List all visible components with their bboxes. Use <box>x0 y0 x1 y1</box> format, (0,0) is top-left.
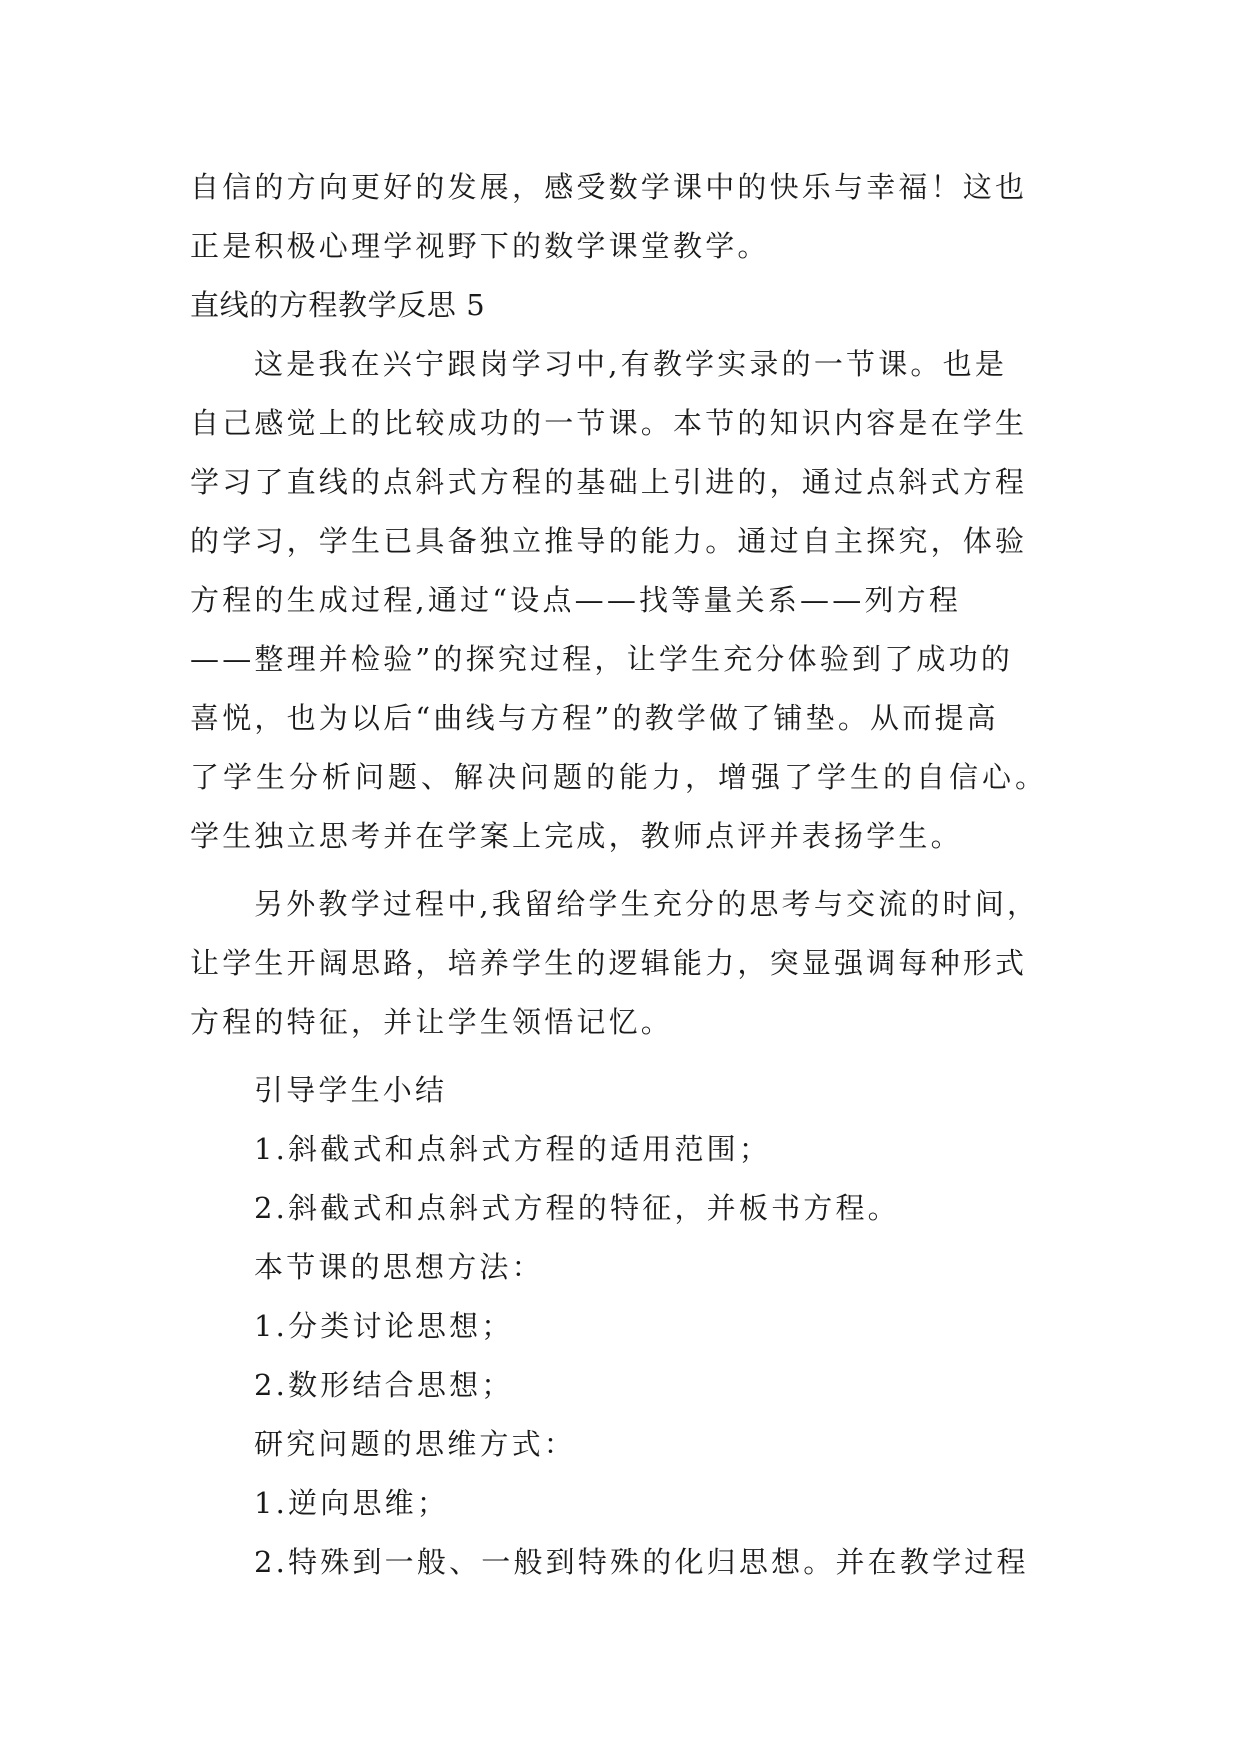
paragraph-line: 本节课的思想方法： <box>254 1250 544 1284</box>
text-line: 自信的方向更好的发展，感受数学课中的快乐与幸福！这也 <box>190 170 1028 204</box>
paragraph-line: 这是我在兴宁跟岗学习中,有教学实录的一节课。也是 <box>254 347 1008 381</box>
list-item: 1.分类讨论思想； <box>254 1309 514 1343</box>
paragraph-line: 方程的特征，并让学生领悟记忆。 <box>190 1005 674 1039</box>
paragraph-line: 方程的生成过程,通过“设点——找等量关系——列方程 <box>190 583 962 617</box>
section-heading: 直线的方程教学反思 5 <box>190 288 486 322</box>
list-item: 2.斜截式和点斜式方程的特征，并板书方程。 <box>254 1191 900 1225</box>
list-item: 1.斜截式和点斜式方程的适用范围； <box>254 1132 772 1166</box>
paragraph-line: 另外教学过程中,我留给学生充分的思考与交流的时间， <box>254 887 1040 921</box>
paragraph-line: 研究问题的思维方式： <box>254 1427 577 1461</box>
paragraph-line: 自己感觉上的比较成功的一节课。本节的知识内容是在学生 <box>190 406 1028 440</box>
paragraph-line: 让学生开阔思路，培养学生的逻辑能力，突显强调每种形式 <box>190 946 1028 980</box>
paragraph-line: 的学习，学生已具备独立推导的能力。通过自主探究，体验 <box>190 524 1028 558</box>
paragraph-line: 学习了直线的点斜式方程的基础上引进的，通过点斜式方程 <box>190 465 1028 499</box>
list-item: 1.逆向思维； <box>254 1486 450 1520</box>
list-item: 2.数形结合思想； <box>254 1368 514 1402</box>
paragraph-line: 学生独立思考并在学案上完成，教师点评并表扬学生。 <box>190 819 963 853</box>
paragraph-line: 了学生分析问题、解决问题的能力，增强了学生的自信心。 <box>190 760 1049 794</box>
paragraph-line: ——整理并检验”的探究过程，让学生充分体验到了成功的 <box>190 642 1014 676</box>
paragraph-line: 引导学生小结 <box>254 1073 448 1107</box>
paragraph-line: 喜悦，也为以后“曲线与方程”的教学做了铺垫。从而提高 <box>190 701 999 735</box>
list-item: 2.特殊到一般、一般到特殊的化归思想。并在教学过程 <box>254 1545 1029 1579</box>
text-line: 正是积极心理学视野下的数学课堂教学。 <box>190 229 770 263</box>
